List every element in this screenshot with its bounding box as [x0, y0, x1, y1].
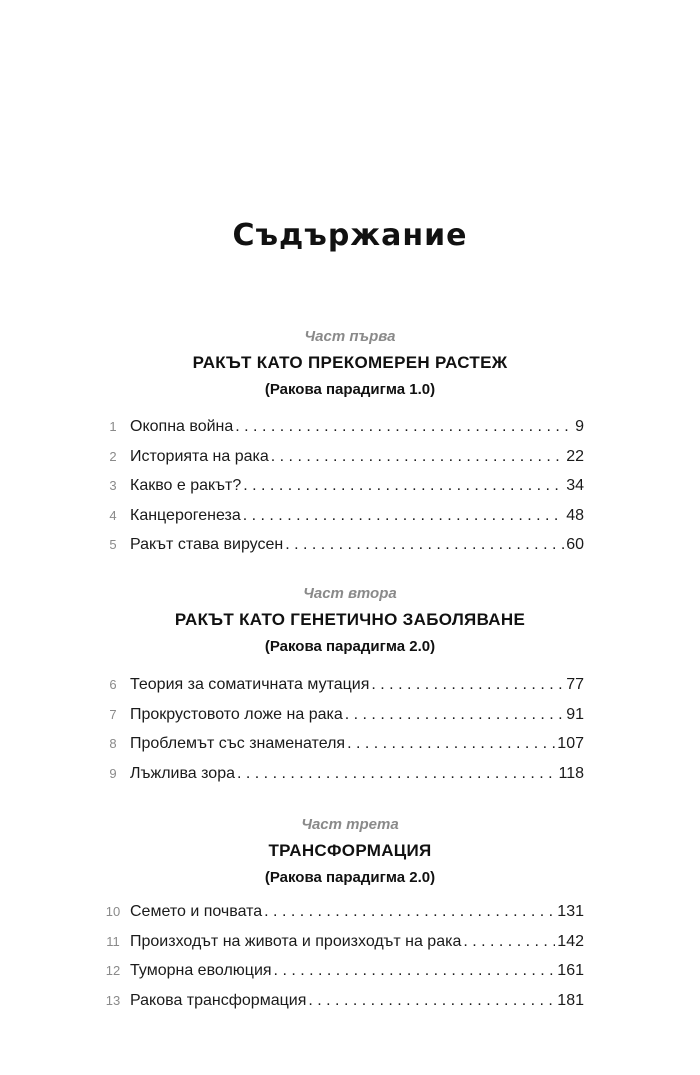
chapter-number: 10: [105, 904, 121, 919]
chapter-title: Произходът на живота и произходът на рака: [130, 932, 462, 950]
dot-leader: [243, 477, 564, 495]
part-title: РАКЪТ КАТО ПРЕКОМЕРЕН РАСТЕЖ: [192, 353, 508, 372]
part-one-header: [0, 325, 700, 403]
part-label: Част втора: [303, 585, 397, 602]
part-three-chapter-list: [96, 903, 584, 1021]
chapter-page: 9: [575, 418, 584, 435]
part-subtitle: (Ракова парадигма 1.0): [264, 381, 436, 398]
chapter-title: Проблемът със знаменателя: [130, 735, 346, 752]
toc-entry[interactable]: [96, 536, 584, 566]
toc-entry[interactable]: [96, 903, 584, 933]
chapter-number: 4: [109, 507, 117, 523]
chapter-title: Ракът става вирусен: [130, 536, 284, 553]
dot-leader: [371, 676, 564, 694]
dot-leader: [274, 962, 556, 980]
dot-leader: [345, 706, 564, 724]
part-subtitle: (Ракова парадигма 2.0): [264, 638, 436, 655]
dot-leader: [264, 903, 555, 921]
toc-entry[interactable]: [96, 706, 584, 736]
dot-leader: [237, 765, 556, 783]
toc-entry[interactable]: [96, 507, 584, 537]
part-title: РАКЪТ КАТО ГЕНЕТИЧНО ЗАБОЛЯВАНЕ: [174, 610, 526, 629]
part-title: ТРАНСФОРМАЦИЯ: [268, 841, 432, 860]
chapter-number: 2: [109, 448, 117, 464]
part-label: Част първа: [304, 328, 396, 345]
chapter-number: 9: [109, 765, 117, 781]
toc-entry[interactable]: [96, 418, 584, 448]
chapter-number: 12: [105, 963, 121, 978]
chapter-title: Окопна война: [130, 418, 234, 435]
chapter-number: 11: [106, 933, 120, 949]
toc-entry[interactable]: [96, 992, 584, 1022]
dot-leader: [285, 536, 564, 554]
toc-entry[interactable]: [96, 735, 584, 765]
chapter-title: Канцерогенеза: [130, 506, 241, 524]
chapter-number: 1: [109, 419, 117, 434]
chapter-number: 6: [109, 677, 117, 692]
chapter-title: Теория за соматичната мутация: [130, 676, 370, 693]
part-subtitle: (Ракова парадигма 2.0): [264, 869, 436, 886]
chapter-page: 181: [557, 991, 584, 1009]
dot-leader: [347, 735, 555, 753]
chapter-number: 13: [105, 992, 121, 1008]
dot-leader: [243, 507, 564, 525]
chapter-page: 22: [566, 447, 584, 465]
part-two-chapter-list: [96, 676, 584, 794]
chapter-number: 8: [109, 736, 117, 751]
chapter-title: Лъжлива зора: [130, 764, 235, 782]
toc-entry[interactable]: [96, 962, 584, 992]
part-one-chapter-list: [96, 418, 584, 566]
chapter-title: Какво е ракът?: [130, 477, 242, 494]
chapter-page: 118: [558, 764, 584, 782]
chapter-number: 7: [109, 706, 117, 722]
chapter-number: 5: [109, 537, 117, 552]
part-three-header: [0, 813, 700, 891]
chapter-title: Прокрустовото ложе на рака: [130, 705, 343, 723]
part-label: Част трета: [301, 816, 399, 833]
toc-entry[interactable]: [96, 448, 584, 478]
chapter-page: 142: [557, 932, 584, 950]
dot-leader: [235, 418, 573, 436]
chapter-page: 48: [566, 506, 584, 524]
chapter-page: 161: [557, 962, 584, 979]
toc-entry[interactable]: [96, 933, 584, 963]
toc-entry[interactable]: [96, 477, 584, 507]
chapter-title: Ракова трансформация: [130, 991, 307, 1009]
dot-leader: [463, 933, 555, 951]
dot-leader: [271, 448, 564, 466]
chapter-page: 34: [566, 477, 584, 494]
toc-entry[interactable]: [96, 765, 584, 795]
chapter-title: Семето и почвата: [130, 903, 263, 920]
chapter-page: 107: [557, 735, 584, 752]
chapter-number: 3: [109, 478, 117, 493]
chapter-page: 91: [566, 705, 584, 723]
dot-leader: [308, 992, 555, 1010]
part-two-header: [0, 582, 700, 660]
chapter-title: Историята на рака: [130, 447, 269, 465]
page-title: Съдържание: [232, 218, 468, 253]
chapter-page: 60: [566, 536, 584, 553]
chapter-title: Туморна еволюция: [130, 962, 272, 979]
chapter-page: 77: [566, 676, 584, 693]
chapter-page: 131: [557, 903, 584, 920]
toc-entry[interactable]: [96, 676, 584, 706]
